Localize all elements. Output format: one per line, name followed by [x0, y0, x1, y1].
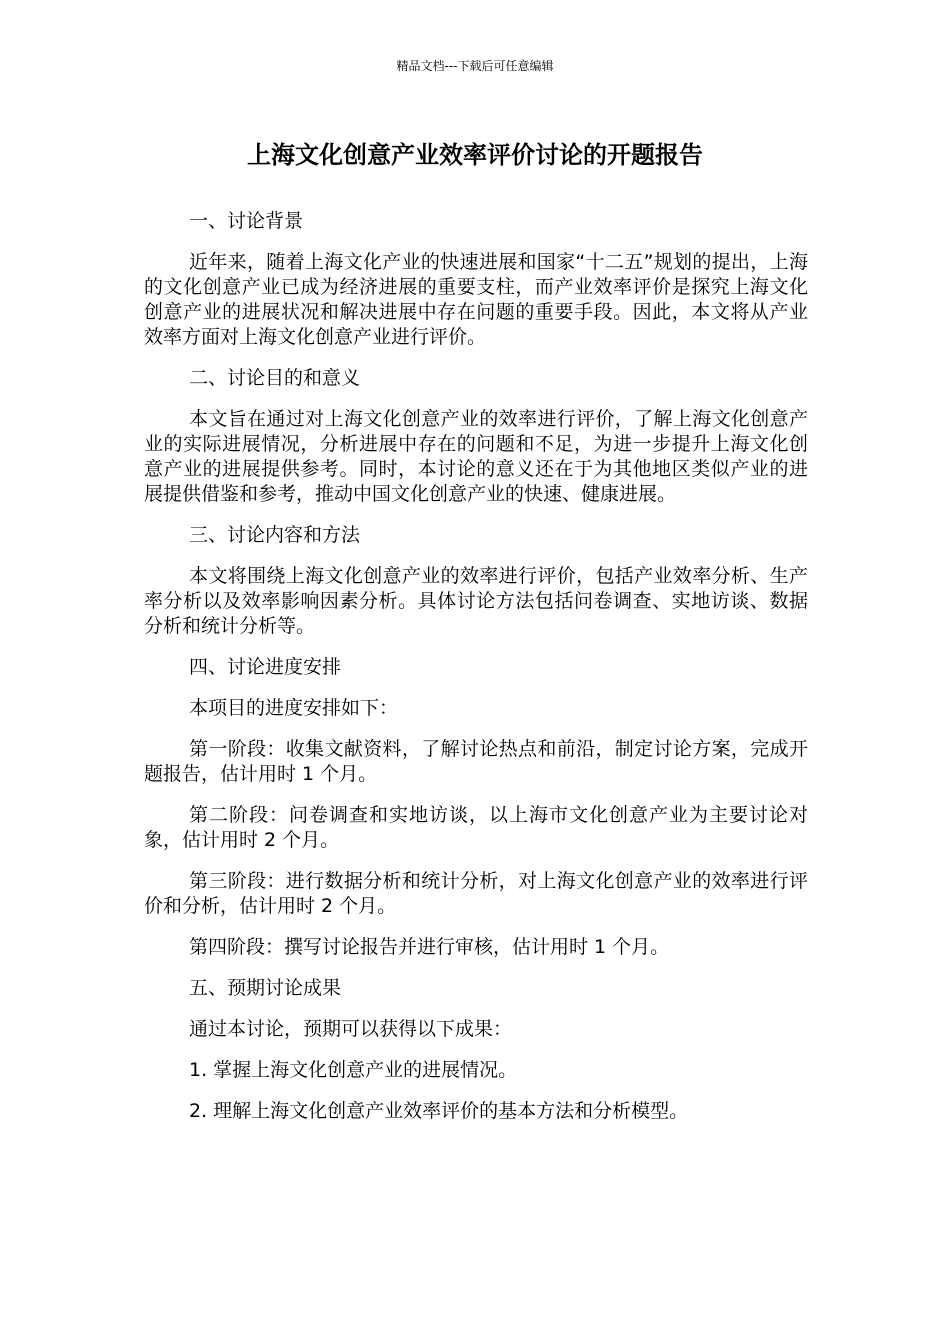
list-item-result-2: 2. 理解上海文化创意产业效率评价的基本方法和分析模型。 — [189, 1100, 689, 1122]
paragraph-background: 近年来，随着上海文化产业的快速进展和国家“十二五”规划的提出，上海的文化创意产业已成为经济进展的重要支柱，而产业效率评价是探究上海文化创意产业的进展状况和解决进展中存在问题的重要手段。因此，本文将从产业效率方面对上海文化创意产业进行评价。 — [144, 251, 808, 348]
document-body — [144, 209, 808, 1140]
section-heading-expected-results: 五、预期讨论成果 — [189, 977, 342, 999]
paragraph-purpose: 本文旨在通过对上海文化创意产业的效率进行评价，了解上海文化创意产业的实际进展情况，分析进展中存在的问题和不足，为进一步提升上海文化创意产业的进展提供参考。同时，本讨论的意义还在于为其他地区类似产业的进展提供借鉴和参考，推动中国文化创意产业的快速、健康进展。 — [144, 408, 808, 505]
section-heading-background: 一、讨论背景 — [189, 210, 304, 232]
paragraph-content-method: 本文将围绕上海文化创意产业的效率进行评价，包括产业效率分析、生产率分析以及效率影响因素分析。具体讨论方法包括问卷调查、实地访谈、数据分析和统计分析等。 — [144, 565, 808, 637]
section-heading-schedule: 四、讨论进度安排 — [189, 656, 342, 678]
section-heading-purpose: 二、讨论目的和意义 — [189, 367, 361, 389]
section-heading-content-method: 三、讨论内容和方法 — [189, 524, 361, 546]
paragraph-results-intro: 通过本讨论，预期可以获得以下成果： — [189, 1018, 513, 1040]
paragraph-phase-4: 第四阶段：撰写讨论报告并进行审核，估计用时 1 个月。 — [189, 936, 670, 958]
list-item-result-1: 1. 掌握上海文化创意产业的进展情况。 — [189, 1059, 518, 1081]
paragraph-phase-1: 第一阶段：收集文献资料，了解讨论热点和前沿，制定讨论方案，完成开题报告，估计用时 1 个月。 — [144, 738, 808, 785]
paragraph-phase-3: 第三阶段：进行数据分析和统计分析，对上海文化创意产业的效率进行评价和分析，估计用时 2 个月。 — [144, 870, 808, 917]
document-title: 上海文化创意产业效率评价讨论的开题报告 — [247, 141, 703, 169]
paragraph-schedule-intro: 本项目的进度安排如下： — [189, 697, 399, 719]
header-note: 精品文档---下载后可任意编辑 — [396, 59, 554, 73]
paragraph-phase-2: 第二阶段：问卷调查和实地访谈，以上海市文化创意产业为主要讨论对象，估计用时 2 个月。 — [144, 804, 808, 851]
